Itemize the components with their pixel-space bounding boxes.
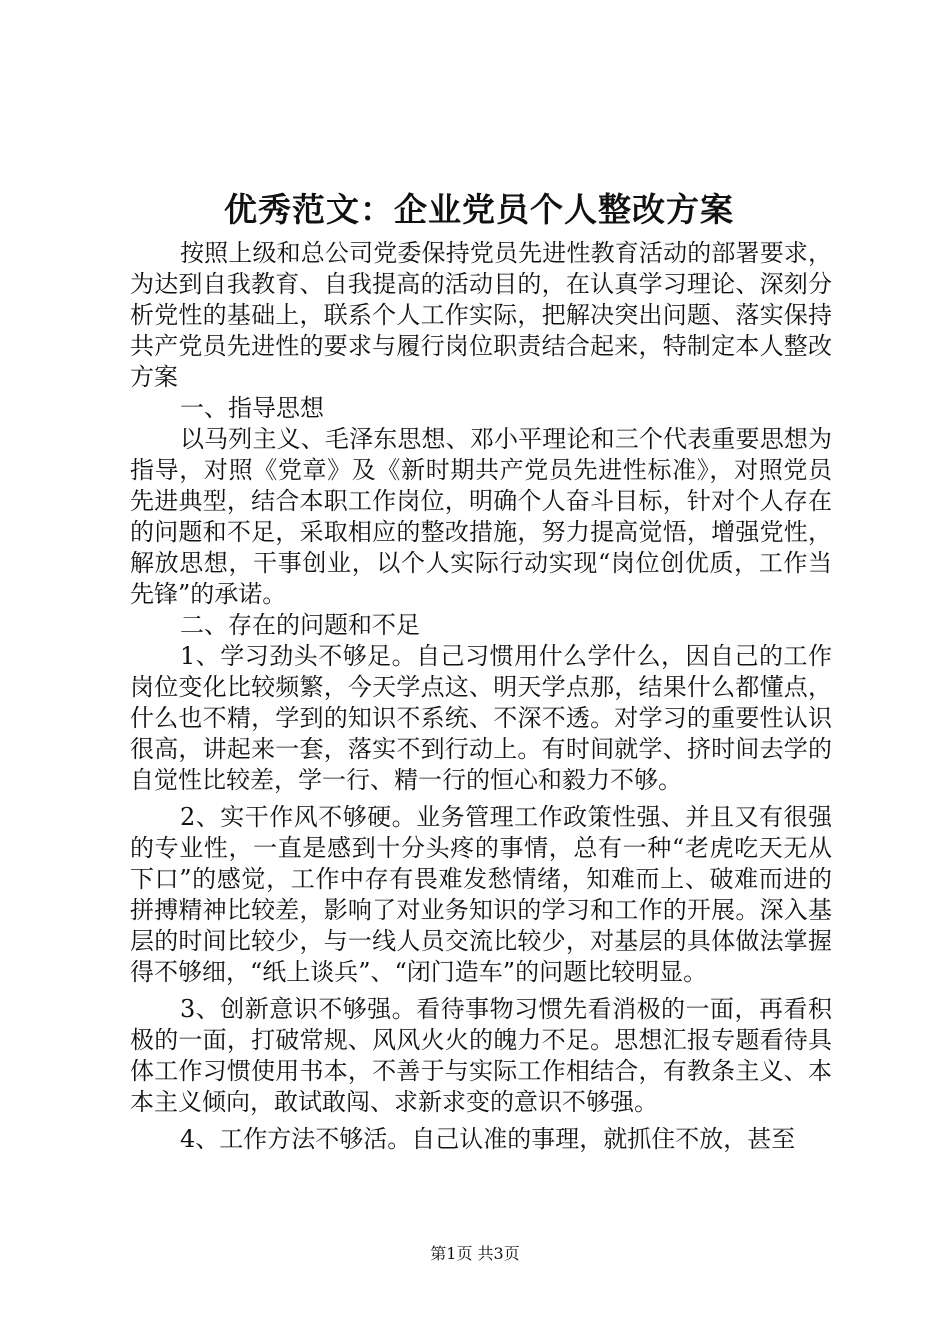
problem-item-4: 4、工作方法不够活。自己认准的事理，就抓住不放，甚至 — [180, 1125, 796, 1153]
guiding-ideology-paragraph: 以马列主义、毛泽东思想、邓小平理论和三个代表重要思想为指导，对照《党章》及《新时期共产党员先进性标准》，对照党员先进典型，结合本职工作岗位，明确个人奋斗目标，针对个人存在的问题和不足，采取相应的整改措施，努力提高觉悟，增强党性，解放思想，干事创业，以个人实际行动实现“岗位创优质，工作当先锋”的承诺。 — [130, 425, 832, 608]
page-number-footer: 第1页 共3页 — [430, 1244, 520, 1263]
section-heading-problems: 二、存在的问题和不足 — [180, 611, 420, 639]
document-page — [130, 188, 832, 1155]
problem-item-2: 2、实干作风不够硬。业务管理工作政策性强、并且又有很强的专业性，一直是感到十分头疼的事情，总有一种“老虎吃天无从下口”的感觉，工作中存有畏难发愁情绪，知难而上、破难而进的拼搏精神比较差，影响了对业务知识的学习和工作的开展。深入基层的时间比较少，与一线人员交流比较少，对基层的具体做法掌握得不够细，“纸上谈兵”、“闭门造车”的问题比较明显。 — [130, 803, 832, 986]
problem-item-1: 1、学习劲头不够足。自己习惯用什么学什么，因自己的工作岗位变化比较频繁，今天学点这、明天学点那，结果什么都懂点，什么也不精，学到的知识不系统、不深不透。对学习的重要性认识很高，讲起来一套，落实不到行动上。有时间就学、挤时间去学的自觉性比较差，学一行、精一行的恒心和毅力不够。 — [130, 642, 832, 794]
problem-item-3: 3、创新意识不够强。看待事物习惯先看消极的一面，再看积极的一面，打破常规、风风火火的魄力不足。思想汇报专题看待具体工作习惯使用书本，不善于与实际工作相结合，有教条主义、本本主义倾向，敢试敢闯、求新求变的意识不够强。 — [130, 995, 832, 1116]
document-title: 优秀范文：企业党员个人整改方案 — [224, 190, 734, 229]
section-heading-guiding-ideology: 一、指导思想 — [180, 394, 324, 422]
intro-paragraph: 按照上级和总公司党委保持党员先进性教育活动的部署要求，为达到自我教育、自我提高的活动目的，在认真学习理论、深刻分析党性的基础上，联系个人工作实际，把解决突出问题、落实保持共产党员先进性的要求与履行岗位职责结合起来，特制定本人整改方案 — [130, 239, 832, 391]
